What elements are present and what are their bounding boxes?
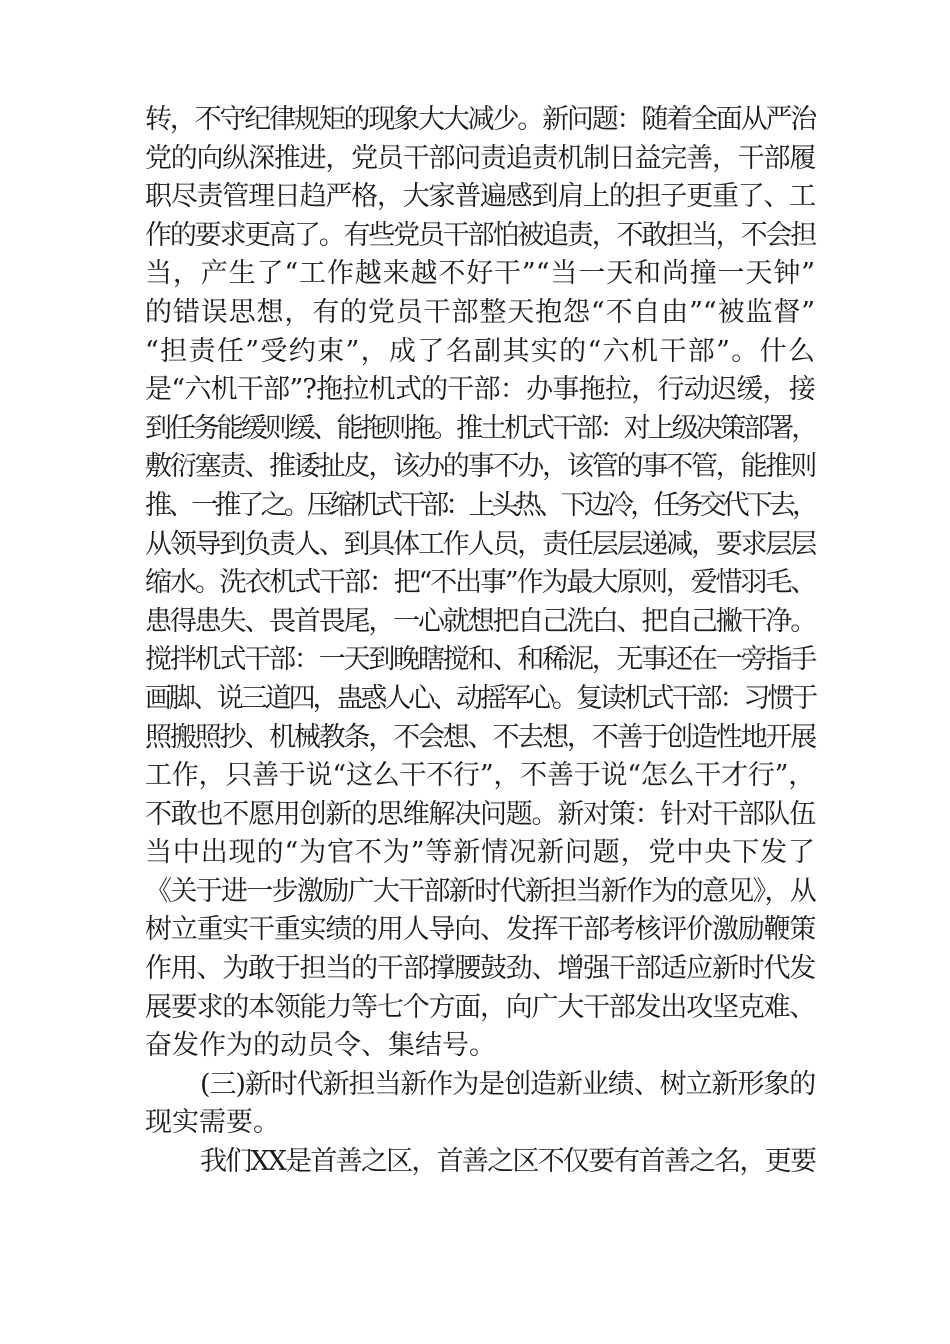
text-line: 《关于进一步激励广大干部新时代新担当新作为的意见》，从 bbox=[145, 875, 815, 907]
text-line: 到任务能缓则缓、能拖则拖。推土机式干部：对上级决策部署， bbox=[145, 412, 815, 444]
body-text bbox=[145, 101, 815, 1182]
text-line: 转，不守纪律规矩的现象大大减少。新问题：随着全面从严治 bbox=[145, 104, 815, 135]
text-line: 从领导到负责人、到具体工作人员，责任层层递减，要求层层 bbox=[145, 528, 815, 560]
text-line: 搅拌机式干部：一天到晚瞎搅和、和稀泥，无事还在一旁指手 bbox=[145, 644, 815, 676]
text-line: 工作，只善于说“这么干不行”，不善于说“怎么干才行”， bbox=[145, 760, 815, 792]
text-line: “担责任”受约束”，成了名副其实的“六机干部”。什么 bbox=[145, 335, 815, 367]
text-line: 当，产生了“工作越来越不好干”“当一天和尚撞一天钟” bbox=[145, 258, 815, 290]
section-heading-line: (三)新时代新担当新作为是创造新业绩、树立新形象的 bbox=[200, 1068, 815, 1100]
text-line: 展要求的本领能力等七个方面，向广大干部发出攻坚克难、 bbox=[145, 991, 815, 1023]
text-line: 患得患失、畏首畏尾，一心就想把自己洗白、把自己撇干净。 bbox=[145, 605, 815, 637]
text-line: 作的要求更高了。有些党员干部怕被追责，不敢担当，不会担 bbox=[145, 219, 815, 251]
text-line: 树立重实干重实绩的用人导向、发挥干部考核评价激励鞭策 bbox=[145, 914, 815, 946]
text-line: 党的向纵深推进，党员干部问责追责机制日益完善，干部履 bbox=[145, 142, 815, 174]
text-line: 奋发作为的动员令、集结号。 bbox=[145, 1030, 496, 1062]
text-line: 的错误思想，有的党员干部整天抱怨“不自由”“被监督” bbox=[145, 296, 815, 328]
text-line: 画脚、说三道四，蛊惑人心、动摇军心。复读机式干部：习惯于 bbox=[145, 682, 815, 714]
text-line: 照搬照抄、机械教条，不会想、不去想，不善于创造性地开展 bbox=[145, 721, 815, 753]
text-line: 不敢也不愿用创新的思维解决问题。新对策：针对干部队伍 bbox=[145, 798, 815, 830]
section-heading-line: 现实需要。 bbox=[145, 1107, 280, 1139]
text-line: 作用、为敢于担当的干部撑腰鼓劲、增强干部适应新时代发 bbox=[145, 953, 815, 985]
paragraph-start-line: 我们XX是首善之区，首善之区不仅要有首善之名，更要 bbox=[200, 1146, 815, 1178]
text-line: 缩水。洗衣机式干部：把“不出事”作为最大原则，爱惜羽毛、 bbox=[145, 567, 815, 599]
text-line: 职尽责管理日趋严格，大家普遍感到肩上的担子更重了、工 bbox=[145, 181, 815, 213]
text-line: 敷衍塞责、推诿扯皮，该办的事不办，该管的事不管，能推则 bbox=[145, 451, 815, 483]
text-line: 当中出现的“为官不为”等新情况新问题，党中央下发了 bbox=[145, 837, 815, 869]
text-line: 推、一推了之。压缩机式干部：上头热、下边冷，任务交代下去， bbox=[145, 489, 815, 521]
text-line: 是“六机干部”?拖拉机式的干部：办事拖拉，行动迟缓，接 bbox=[145, 374, 815, 406]
